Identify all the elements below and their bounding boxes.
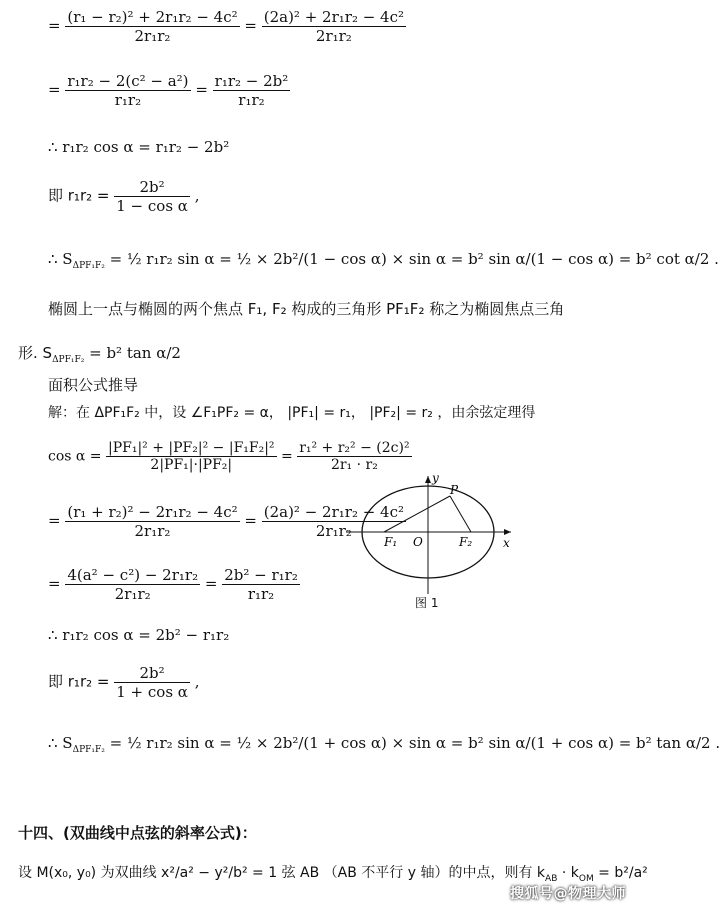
y-label: y [432, 471, 439, 485]
numerator: |PF₁|² + |PF₂|² − |F₁F₂|² [108, 440, 275, 456]
equation-suffix: , [194, 672, 200, 691]
section-text: · k [561, 865, 579, 881]
section-text: 设 M(x₀, y₀) 为双曲线 x²/a² − y²/b² = 1 弦 AB （AB 不平行 y 轴）的中点，则有 k [18, 865, 546, 881]
equation-prefix: 即 r₁r₂ = [48, 672, 110, 691]
subtitle [48, 374, 138, 395]
equation-line-1: = $\frac{\text{(r₁ − r₂)² + 2r₁r₂ − 4c²}}{\text{2r₁r₂}}$ = $\frac{\text{(2a)² + 2r₁r₂ − 4c²}}{\text{2r₁r₂}}$ [48, 8, 405, 45]
numerator: 2b² [139, 664, 165, 682]
equation-text: = ½ r₁r₂ sin α = ½ × 2b²/(1 − cos α) × sin α = b² sin α/(1 − cos α) = b² cot α/2 . [109, 250, 719, 268]
equation-line-8 [48, 734, 720, 755]
section-title-text: 十四、(双曲线中点弦的斜率公式)： [18, 824, 257, 842]
ellipse-figure [346, 468, 516, 598]
watermark: 搜狐号@物理大师 [510, 886, 626, 902]
denominator: 2r₁r₂ [65, 26, 239, 45]
cos-equation-3: = $\frac{\text{4(a² − c²) − 2r₁r₂}}{\text{2r₁r₂}}$ = $\frac{\text{2b² − r₁r₂}}{\text{r₁r₂}}$ [48, 566, 298, 603]
equation-line-2: = $\frac{\text{r₁r₂ − 2(c² − a²)}}{\text{r₁r₂}}$ = $\frac{\text{r₁r₂ − 2b²}}{\text{r₁r₂}}$ [48, 72, 289, 109]
fraction [262, 8, 406, 45]
numerator: r₁r₂ − 2(c² − a²) [67, 72, 189, 90]
point-p-label: P [450, 483, 459, 497]
segment-pf2 [450, 496, 471, 532]
numerator: r₁r₂ − 2b² [214, 72, 289, 90]
numerator: r₁² + r₂² − (2c)² [299, 440, 410, 456]
denominator: r₁r₂ [222, 584, 300, 603]
paragraph-definition [48, 298, 564, 319]
numerator: (2a)² − 2r₁r₂ − 4c² [263, 503, 405, 521]
x-label: x [503, 536, 510, 550]
focus-f2-label: F₂ [459, 535, 473, 549]
denominator: r₁r₂ [65, 90, 190, 109]
equation-prefix: ∴ S [48, 734, 73, 752]
origin-label: O [413, 535, 423, 549]
y-axis-arrow [425, 476, 431, 483]
equation-line-4 [48, 178, 200, 215]
denominator: 2r₁ · r₂ [297, 456, 411, 473]
numerator: 2b² − r₁r₂ [224, 566, 298, 584]
equation-line-5 [48, 250, 719, 271]
fraction [65, 8, 239, 45]
denominator: 2|PF₁|·|PF₂| [106, 456, 277, 473]
equation-line-7 [48, 664, 200, 701]
subtitle-text: 面积公式推导 [48, 376, 139, 394]
fraction [222, 566, 300, 603]
equation-text: = ½ r₁r₂ sin α = ½ × 2b²/(1 + cos α) × sin α = b² sin α/(1 + cos α) = b² tan α/2 . [109, 734, 720, 752]
segment-pf1 [384, 496, 450, 532]
equation-suffix: , [194, 186, 200, 205]
denominator: 2r₁r₂ [65, 584, 200, 603]
denominator: 2r₁r₂ [65, 521, 239, 540]
denominator: 1 + cos α [116, 683, 188, 701]
subscript: OM [578, 873, 594, 884]
fraction [114, 178, 190, 215]
equation-line-6 [48, 626, 229, 644]
equation-line-3 [48, 138, 229, 156]
figure-caption: 图 1 [415, 596, 439, 610]
equation-text: ∴ r₁r₂ cos α = r₁r₂ − 2b² [48, 138, 230, 156]
subscript: ΔPF₁F₂ [52, 355, 85, 365]
numerator: 2b² [139, 178, 165, 196]
denominator: 1 − cos α [116, 197, 188, 215]
numerator: (r₁ + r₂)² − 2r₁r₂ − 4c² [67, 503, 238, 521]
denominator: r₁r₂ [213, 90, 291, 109]
equation-prefix: ∴ S [48, 250, 73, 268]
cos-equation-1: cos α = $\frac{\text{|PF₁|² + |PF₂|² − |F₁F₂|²}}{\text{2|PF₁|·|PF₂|}}$ = $\frac{\text{r₁² + r₂² − (2c)²}}{\text{2r₁ · r₂}}$ [48, 440, 410, 473]
numerator: (2a)² + 2r₁r₂ − 4c² [263, 8, 405, 26]
denominator: 2r₁r₂ [262, 26, 406, 45]
fraction [65, 72, 190, 109]
equation-text: ∴ r₁r₂ cos α = 2b² − r₁r₂ [48, 626, 230, 644]
section-14-title [18, 822, 257, 843]
formula: = b² tan α/2 [89, 344, 181, 362]
fraction [65, 503, 239, 540]
fraction [114, 664, 190, 701]
subscript: ΔPF₁F₂ [72, 261, 105, 271]
paragraph-continuation [18, 342, 181, 365]
subscript: AB [545, 873, 558, 884]
x-axis-arrow [504, 529, 511, 535]
numerator: 4(a² − c²) − 2r₁r₂ [67, 566, 199, 584]
paragraph-text: 形. S [18, 344, 53, 362]
solution-text: 解：在 ΔPF₁F₂ 中，设 ∠F₁PF₂ = α， |PF₁| = r₁， |PF₂| = r₂ ，由余弦定理得 [48, 405, 536, 421]
solution-intro [48, 402, 535, 422]
cos-lhs: cos α = [48, 448, 102, 465]
numerator: (r₁ − r₂)² + 2r₁r₂ − 4c² [67, 8, 238, 26]
denominator: 2r₁r₂ [262, 521, 406, 540]
focus-f1-label: F₁ [384, 535, 398, 549]
fraction [65, 566, 200, 603]
fraction [213, 72, 291, 109]
section-14-text [18, 862, 648, 884]
subscript: ΔPF₁F₂ [72, 745, 105, 755]
equation-prefix: 即 r₁r₂ = [48, 186, 110, 205]
fraction [106, 440, 277, 473]
paragraph-text: 椭圆上一点与椭圆的两个焦点 F₁, F₂ 构成的三角形 PF₁F₂ 称之为椭圆焦点三角 [48, 300, 565, 318]
cos-equation-2: = $\frac{\text{(r₁ + r₂)² − 2r₁r₂ − 4c²}}{\text{2r₁r₂}}$ = $\frac{\text{(2a)² − 2r₁r₂ − 4c²}}{\text{2r₁r₂}}$ [48, 503, 405, 540]
section-text: = b²/a² [598, 865, 648, 881]
